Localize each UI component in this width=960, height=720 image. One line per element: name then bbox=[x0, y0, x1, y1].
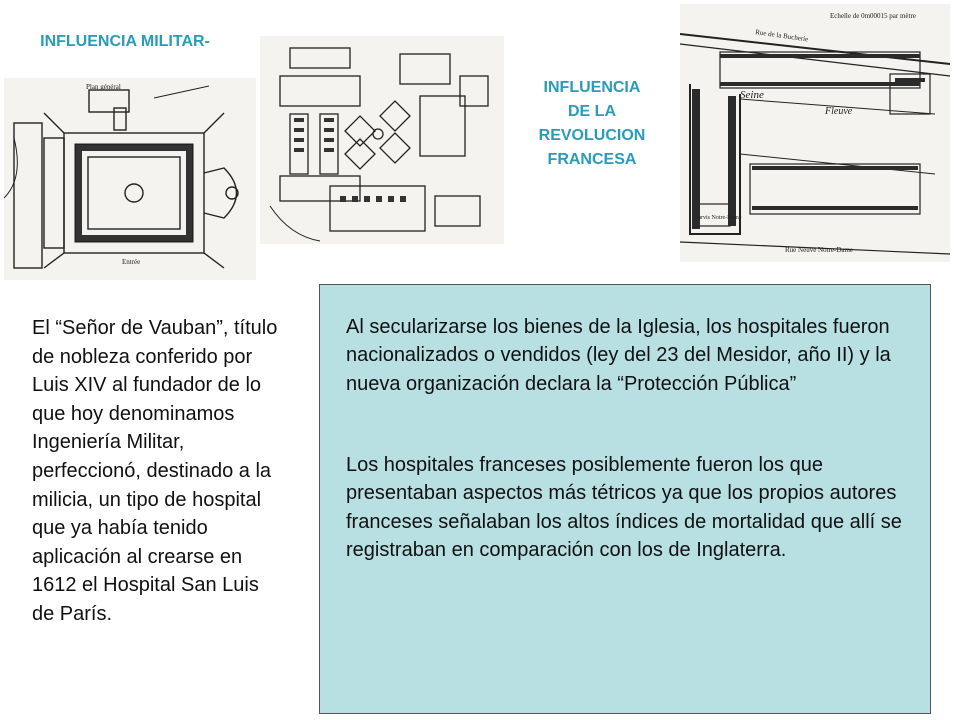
paris-label-rue-neuve: Rue Neuve Notre-Dame bbox=[785, 246, 854, 254]
paris-plan-drawing bbox=[680, 4, 950, 262]
revolution-heading-line1: INFLUENCIA bbox=[543, 79, 641, 96]
vauban-label-plan: Plan général bbox=[86, 83, 121, 91]
pavilion-plan-drawing bbox=[260, 36, 504, 244]
military-influence-heading bbox=[40, 30, 210, 54]
revolution-heading-line2: DE LA bbox=[568, 103, 616, 120]
box-paragraph-2: Los hospitales franceses posiblemente fueron los que presentaban aspectos más tétricos ya que los propios autores franceses señalaban los altos índices de mortalidad que allí se registraban en comparación con los de Inglaterra. bbox=[346, 454, 902, 562]
paris-label-parvis: Parvis Notre-Dame bbox=[695, 215, 742, 221]
vauban-label-entry: Entrée bbox=[122, 258, 141, 266]
paris-label-scale: Echelle de 0m00015 par mètre bbox=[830, 12, 916, 20]
revolution-heading-line4: FRANCESA bbox=[547, 151, 637, 168]
vauban-plan-drawing bbox=[4, 78, 256, 280]
paris-label-fleuve: Fleuve bbox=[825, 106, 853, 117]
revolution-influence-heading bbox=[512, 76, 672, 172]
revolution-text-box bbox=[319, 284, 931, 714]
military-heading-text: INFLUENCIA MILITAR- bbox=[40, 33, 210, 50]
vauban-paragraph: El “Señor de Vauban”, título de nobleza conferido por Luis XIV al fundador de lo que hoy denominamos Ingeniería Militar, perfeccionó, destinado a la milicia, un tipo de hospital que ya había tenido aplicación al crearse en 1612 el Hospital San Luis de París. bbox=[32, 317, 278, 625]
vauban-hospital-plan bbox=[4, 78, 256, 280]
box-paragraph-1: Al secularizarse los bienes de la Iglesia, los hospitales fueron nacionalizados o vendidos (ley del 23 del Mesidor, año II) y la nueva organización declara la “Protección Pública” bbox=[346, 316, 891, 395]
revolution-heading-line3: REVOLUCION bbox=[538, 127, 646, 144]
paris-label-seine: Seine bbox=[740, 89, 764, 101]
paris-label-street: Rue de la Bucherie bbox=[754, 28, 809, 44]
pavilion-hospital-plan bbox=[260, 36, 504, 244]
hotel-dieu-paris-plan bbox=[680, 4, 950, 262]
